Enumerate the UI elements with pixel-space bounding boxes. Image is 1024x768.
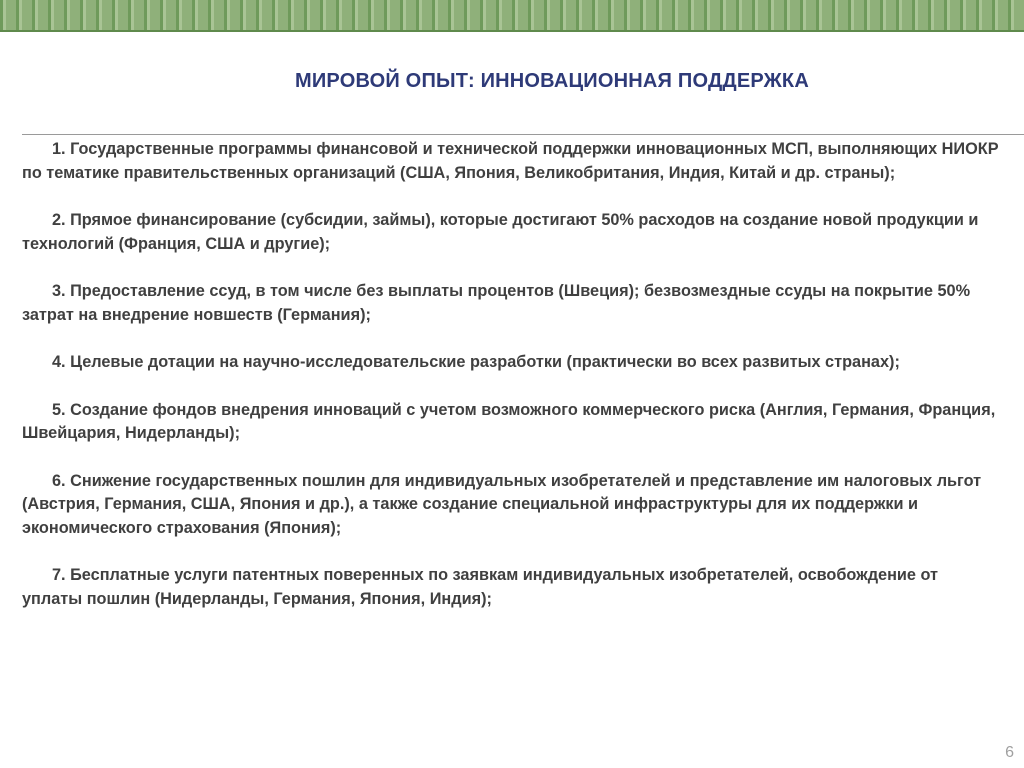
list-item-4: 4. Целевые дотации на научно-исследовательские разработки (практически во всех развитых странах); (52, 353, 900, 371)
list-item-6: 6. Снижение государственных пошлин для индивидуальных изобретателей и представление им налоговых льгот (Австрия, Германия, США, Япония и др.), а также создание специальной инфраструктуры для их поддержки и экономического страхования (Япония); (22, 471, 982, 537)
list-item-2: 2. Прямое финансирование (субсидии, займы), которые достигают 50% расходов на создание новой продукции и технологий (Франция, США и другие); (22, 211, 979, 253)
slide-title: МИРОВОЙ ОПЫТ: ИННОВАЦИОННАЯ ПОДДЕРЖКА (294, 70, 809, 92)
list-item-1: 1. Государственные программы финансовой и технической поддержки инновационных МСП, выполняющих НИОКР по тематике правительственных организаций (США, Япония, Великобритания, Индия, Китай и др. страны); (22, 140, 999, 182)
title-divider (22, 134, 1024, 135)
slide-content (22, 138, 1002, 635)
decorative-top-stripe (0, 0, 1024, 32)
list-item-5: 5. Создание фондов внедрения инноваций с учетом возможного коммерческого риска (Англия, Германия, Франция, Швейцария, Нидерланды); (22, 400, 996, 442)
page-number: 6 (1005, 744, 1014, 761)
list-item-7: 7. Бесплатные услуги патентных поверенных по заявкам индивидуальных изобретателей, освобождение от уплаты пошлин (Нидерланды, Германия, Япония, Индия); (22, 566, 939, 608)
list-item-3: 3. Предоставление ссуд, в том числе без выплаты процентов (Швеция); безвозмездные ссуды на покрытие 50% затрат на внедрение новшеств (Германия); (22, 282, 971, 324)
